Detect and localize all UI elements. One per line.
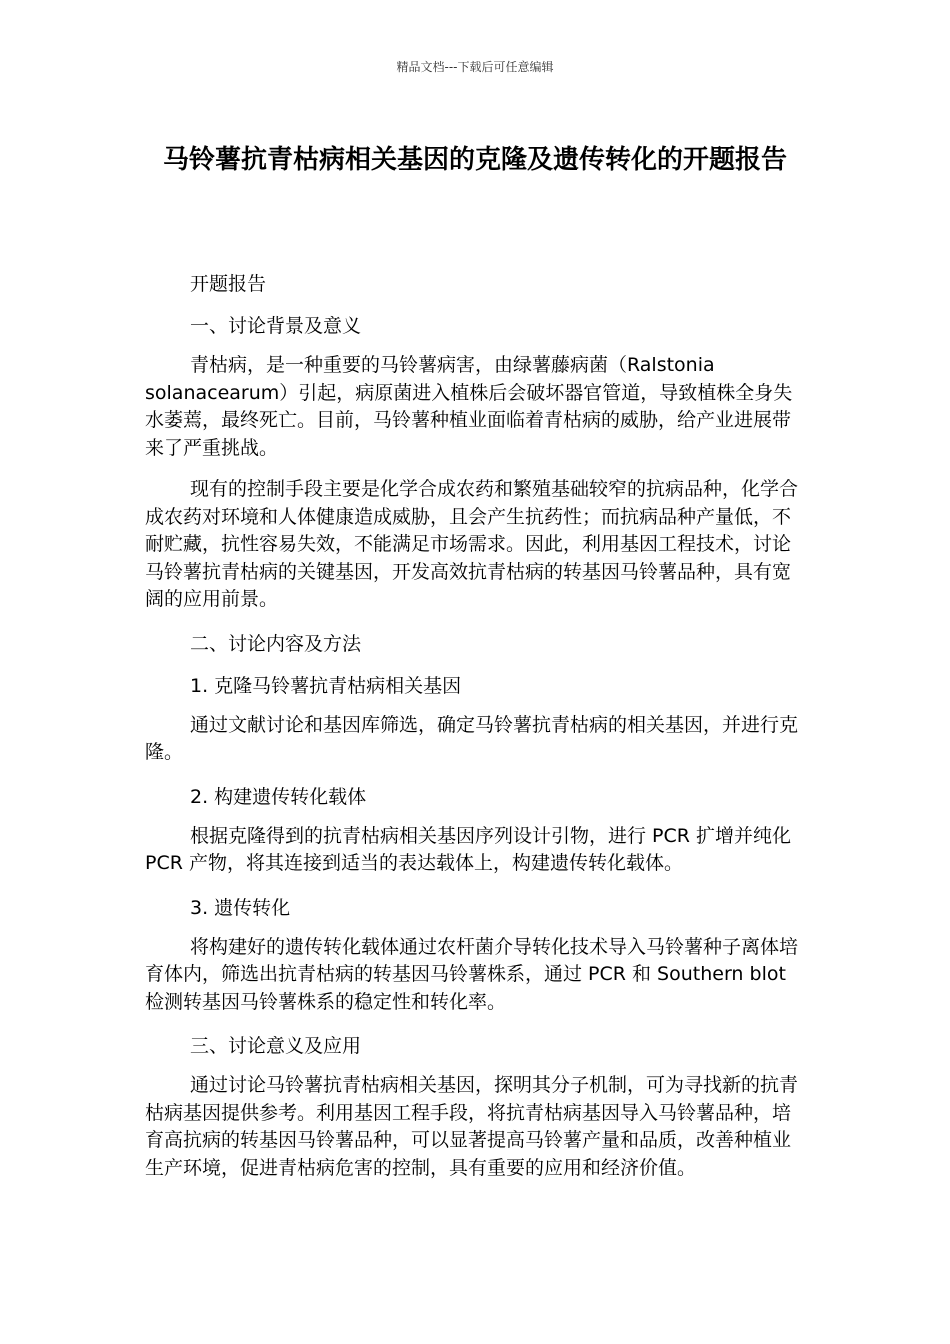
subsection-heading: 3. 遗传转化	[190, 896, 291, 919]
paragraph: 将构建好的遗传转化载体通过农杆菌介导转化技术导入马铃薯种子离体培育体内，筛选出抗青枯病的转基因马铃薯株系，通过 PCR 和 Southern blot 检测转基因马铃薯株系的稳定性和转化率。	[145, 935, 799, 1013]
paragraph: 现有的控制手段主要是化学合成农药和繁殖基础较窄的抗病品种，化学合成农药对环境和人体健康造成威胁，且会产生抗药性；而抗病品种产量低，不耐贮藏，抗性容易失效，不能满足市场需求。因此，利用基因工程技术，讨论马铃薯抗青枯病的关键基因，开发高效抗青枯病的转基因马铃薯品种，具有宽阔的应用前景。	[145, 478, 799, 610]
document-title: 马铃薯抗青枯病相关基因的克隆及遗传转化的开题报告	[162, 145, 787, 175]
page-header: 精品文档---下载后可任意编辑	[396, 60, 554, 74]
document-body	[145, 268, 805, 1196]
section-heading: 二、讨论内容及方法	[190, 632, 362, 655]
paragraph: 根据克隆得到的抗青枯病相关基因序列设计引物，进行 PCR 扩增并纯化 PCR 产物，将其连接到适当的表达载体上，构建遗传转化载体。	[145, 824, 792, 874]
paragraph: 青枯病，是一种重要的马铃薯病害，由绿薯藤病菌（Ralstonia solanacearum）引起，病原菌进入植株后会破坏器官管道，导致植株全身失水萎蔫，最终死亡。目前，马铃薯种植业面临着青枯病的威胁，给产业进展带来了严重挑战。	[145, 354, 793, 459]
paragraph: 通过讨论马铃薯抗青枯病相关基因，探明其分子机制，可为寻找新的抗青枯病基因提供参考。利用基因工程手段，将抗青枯病基因导入马铃薯品种，培育高抗病的转基因马铃薯品种，可以显著提高马铃薯产量和品质，改善种植业生产环境，促进青枯病危害的控制，具有重要的应用和经济价值。	[145, 1074, 799, 1179]
paragraph: 通过文献讨论和基因库筛选，确定马铃薯抗青枯病的相关基因，并进行克隆。	[145, 713, 799, 763]
subsection-heading: 2. 构建遗传转化载体	[190, 785, 367, 808]
section-heading: 一、讨论背景及意义	[190, 315, 362, 337]
doc-label: 开题报告	[190, 273, 267, 295]
section-heading: 三、讨论意义及应用	[190, 1035, 362, 1057]
subsection-heading: 1. 克隆马铃薯抗青枯病相关基因	[190, 674, 462, 697]
